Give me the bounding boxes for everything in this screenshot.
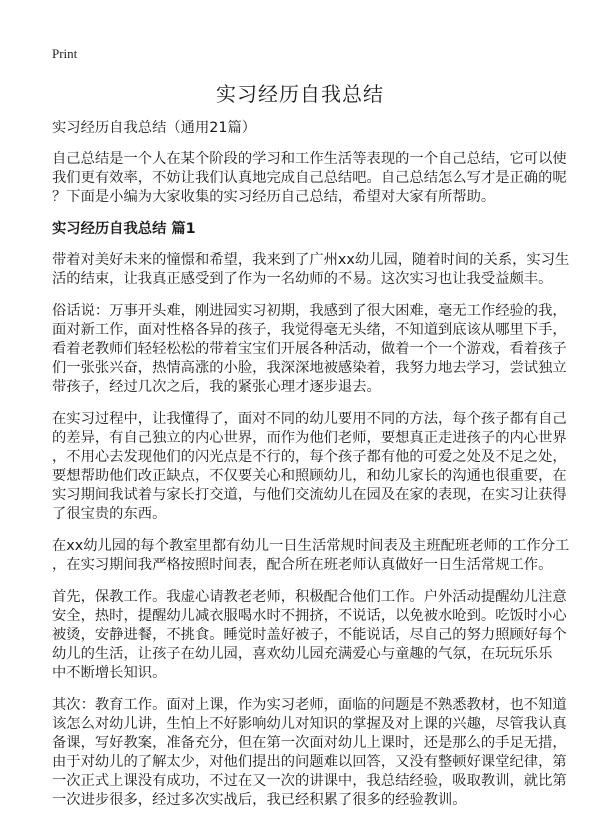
text-line: 一次正式上课没有成功，不过在又一次的讲课中，我总结经验，吸取教训，就比第 bbox=[52, 773, 567, 789]
section-paragraphs bbox=[52, 251, 570, 810]
text-line: 们一张张兴奋，热情高涨的小脸，我深深地被感染着，我努力地去学习，尝试独立 bbox=[52, 360, 567, 376]
text-line: 看着老教师们轻轻松松的带着宝宝们开展各种活动，做着一个一个游戏，看着孩子 bbox=[52, 341, 567, 357]
text-line: ，不用心去发现他们的闪光点是不行的，每个孩子都有他的可爱之处及不足之处， bbox=[52, 449, 567, 465]
text-line: 中不断增长知识。 bbox=[52, 665, 167, 681]
text-line: ？下面是小编为大家收集的实习经历自己总结，希望对大家有所帮助。 bbox=[52, 189, 496, 205]
document-subtitle: 实习经历自我总结（通用21篇） bbox=[52, 120, 257, 136]
text-line: 带着对美好未来的憧憬和希望，我来到了广州xx幼儿园，随着时间的关系，实习生 bbox=[52, 252, 570, 268]
text-line: ，在实习期间我严格按照时间表，配合所在班老师认真做好一日生活常规工作。 bbox=[52, 557, 553, 573]
paragraph bbox=[52, 251, 570, 289]
print-link[interactable]: Print bbox=[52, 46, 78, 61]
text-line: 安全，热时，提醒幼儿减衣服喝水时不拥挤，不说话，以免被水呛到。吃饭时小心 bbox=[52, 608, 567, 624]
text-line: 其次：教育工作。面对上课，作为实习老师，面临的问题是不熟悉教材，也不知道 bbox=[52, 697, 567, 713]
text-line: 实习期间我试着与家长打交道，与他们交流幼儿在园及在家的表现，在实习让获得 bbox=[52, 487, 567, 503]
paragraph bbox=[52, 588, 567, 683]
text-line: 我们更有效率，不妨让我们认真地完成自己总结吧。自己总结怎么写才是正确的呢 bbox=[52, 170, 567, 186]
paragraph bbox=[52, 302, 567, 397]
text-line: 幼儿的生活，让孩子在幼儿园，喜欢幼儿园充满爱心与童趣的气氛，在玩玩乐乐 bbox=[52, 646, 553, 662]
text-line: 活的结束，让我真正感受到了作为一名幼师的不易。这次实习也让我受益颇丰。 bbox=[52, 271, 553, 287]
text-line: 了很宝贵的东西。 bbox=[52, 506, 167, 522]
paragraph bbox=[52, 410, 567, 524]
document-title: 实习经历自我总结 bbox=[216, 82, 384, 106]
paragraph bbox=[52, 537, 570, 575]
intro-paragraph bbox=[52, 150, 567, 207]
text-line: 在实习过程中，让我懂得了，面对不同的幼儿要用不同的方法，每个孩子都有自己 bbox=[52, 411, 567, 427]
section-heading: 实习经历自我总结 篇1 bbox=[52, 221, 196, 237]
text-line: 面对新工作，面对性格各异的孩子，我觉得毫无头绪，不知道到底该从哪里下手， bbox=[52, 322, 567, 338]
text-line: 备课，写好教案，准备充分，但在第一次面对幼儿上课时，还是那么的手足无措， bbox=[52, 735, 567, 751]
text-line: 首先，保教工作。我虚心请教老老师，积极配合他们工作。户外活动提醒幼儿注意 bbox=[52, 589, 567, 605]
text-line: 一次进步很多，经过多次实战后，我已经积累了很多的经验教训。 bbox=[52, 792, 467, 808]
paragraph bbox=[52, 696, 567, 810]
text-line: 俗话说：万事开头难，刚进园实习初期，我感到了很大困难，毫无工作经验的我， bbox=[52, 303, 567, 319]
document-body bbox=[52, 119, 570, 823]
text-line: 由于对幼儿的了解太少，对他们提出的问题难以回答，又没有整顿好课堂纪律，第 bbox=[52, 754, 567, 770]
text-line: 该怎么对幼儿讲，生怕上不好影响幼儿对知识的掌握及对上课的兴趣，尽管我认真 bbox=[52, 716, 567, 732]
text-line: 带孩子，经过几次之后，我的紧张心理才逐步退去。 bbox=[52, 379, 381, 395]
text-line: 被烫，安静进餐，不挑食。睡觉时盖好被子，不能说话，尽自己的努力照顾好每个 bbox=[52, 627, 567, 643]
text-line: 要想帮助他们改正缺点，不仅要关心和照顾幼儿，和幼儿家长的沟通也很重要，在 bbox=[52, 468, 567, 484]
text-line: 在xx幼儿园的每个教室里都有幼儿一日生活常规时间表及主班配班老师的工作分工 bbox=[52, 538, 570, 554]
text-line: 自己总结是一个人在某个阶段的学习和工作生活等表现的一个自己总结，它可以使 bbox=[52, 151, 567, 167]
text-line: 的差异，有自己独立的内心世界，而作为他们老师，要想真正走进孩子的内心世界 bbox=[52, 430, 567, 446]
